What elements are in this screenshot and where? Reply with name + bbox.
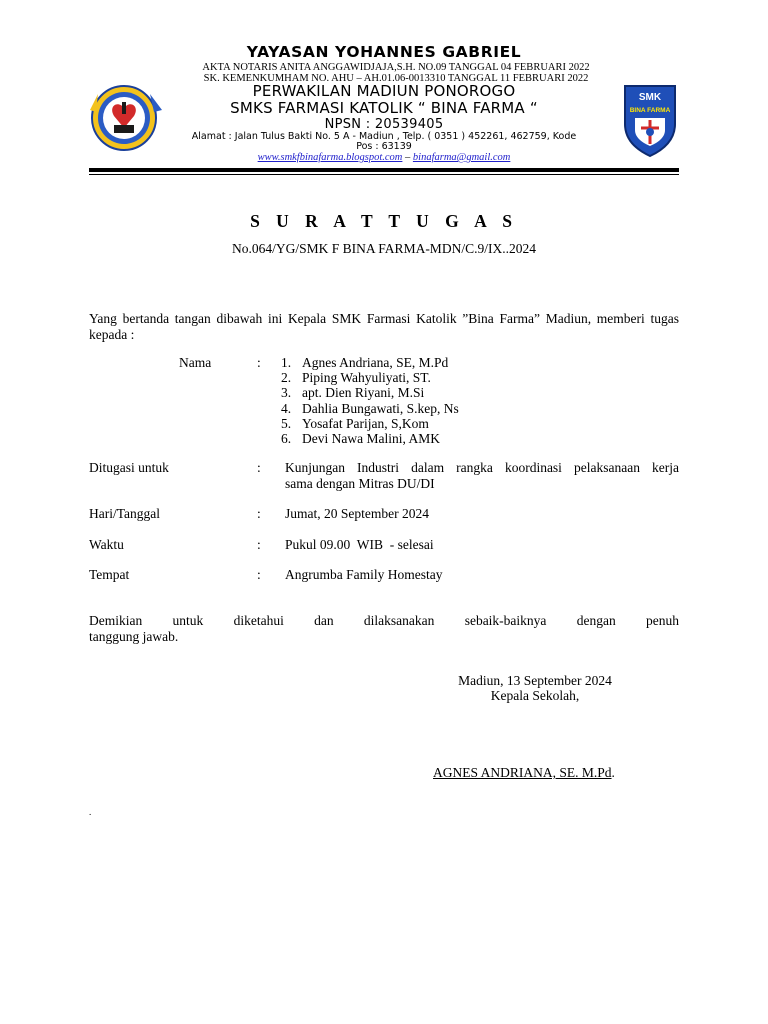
date-value: Jumat, 20 September 2024 (285, 506, 429, 521)
stray-mark: . (89, 807, 92, 817)
name-colon: : (257, 355, 261, 370)
letterhead-rule-thin (89, 174, 679, 175)
postal-code-line: Pos : 63139 (356, 141, 412, 152)
ministry-decree-line: SK. KEMENKUMHAM NO. AHU – AH.01.06-0013310 TANGGAL 11 FEBRUARI 2022 (203, 73, 589, 84)
list-number: 3. (281, 385, 292, 401)
place-colon: : (257, 567, 261, 582)
signature-role: Kepala Sekolah, (490, 688, 580, 703)
list-number: 4. (281, 400, 292, 416)
signatory-name (433, 765, 615, 781)
place-label: Tempat (89, 567, 130, 582)
website-link[interactable]: www.smkfbinafarma.blogspot.com (257, 152, 403, 163)
assignee-list (281, 355, 459, 446)
branch-name: PERWAKILAN MADIUN PONOROGO (252, 82, 516, 100)
signature-place-date: Madiun, 13 September 2024 (458, 673, 612, 688)
intro-paragraph: Yang bertanda tangan dibawah ini Kepala SMK Farmasi Katolik ”Bina Farma” Madiun, memberi tugas kepada : (89, 311, 679, 342)
assignee-name: apt. Dien Riyani, M.Si (302, 385, 425, 401)
time-colon: : (257, 537, 261, 552)
assignment-label: Ditugasi untuk (89, 460, 169, 475)
assignment-colon: : (257, 460, 261, 475)
document-title: S U R A T T U G A S (250, 211, 518, 231)
list-item (281, 385, 459, 400)
list-item (281, 355, 459, 370)
name-label: Nama (179, 355, 212, 370)
logo-bina-farma-text: BINA FARMA (629, 107, 671, 114)
assignee-name: Yosafat Parijan, S,Kom (302, 415, 429, 431)
list-number: 1. (281, 355, 292, 370)
closing-line-1: Demikian untuk diketahui dan dilaksanakan sebaik-baiknya dengan penuh (89, 613, 679, 628)
assignment-value-line-2: sama dengan Mitras DU/DI (285, 476, 435, 491)
closing-paragraph (89, 613, 679, 644)
list-item (281, 416, 459, 431)
assignee-name: Agnes Andriana, SE, M.Pd (302, 355, 449, 370)
place-value: Angrumba Family Homestay (285, 567, 443, 582)
email-link[interactable]: binafarma@gmail.com (412, 152, 511, 163)
document-number: No.064/YG/SMK F BINA FARMA-MDN/C.9/IX..2024 (232, 241, 536, 256)
list-number: 6. (281, 430, 292, 446)
signatory-name-text: AGNES ANDRIANA, SE. M.Pd (433, 765, 612, 780)
organization-name: YAYASAN YOHANNES GABRIEL (246, 43, 522, 61)
address-line: Alamat : Jalan Tulus Bakti No. 5 A - Madiun , Telp. ( 0351 ) 452261, 462759, Kode (191, 131, 577, 142)
assignee-name: Dahlia Bungawati, S.kep, Ns (302, 400, 459, 416)
notary-deed-line: AKTA NOTARIS ANITA ANGGAWIDJAJA,S.H. NO.09 TANGGAL 04 FEBRUARI 2022 (202, 62, 590, 73)
letterhead-rule-thick (89, 168, 679, 172)
closing-line-2: tanggung jawab. (89, 628, 179, 644)
list-number: 5. (281, 415, 292, 431)
list-item (281, 431, 459, 446)
school-name: SMKS FARMASI KATOLIK “ BINA FARMA “ (230, 99, 538, 117)
npsn-number: NPSN : 20539405 (324, 117, 444, 132)
assignee-name: Devi Nawa Malini, AMK (302, 430, 440, 446)
list-number: 2. (281, 370, 292, 386)
date-colon: : (257, 506, 261, 521)
list-item (281, 370, 459, 385)
time-label: Waktu (89, 537, 124, 552)
date-label: Hari/Tanggal (89, 506, 161, 521)
link-separator: – (405, 152, 411, 163)
foundation-seal-logo (90, 82, 166, 154)
assignee-name: Piping Wahyuliyati, ST. (302, 370, 431, 386)
signatory-name-suffix: . (611, 765, 615, 780)
smk-bina-farma-logo (619, 80, 681, 158)
logo-smk-text: SMK (638, 92, 662, 103)
time-value: Pukul 09.00 WIB - selesai (285, 537, 434, 552)
list-item (281, 401, 459, 416)
assignment-value-line-1: Kunjungan Industri dalam rangka koordinasi pelaksanaan kerja (285, 460, 679, 475)
